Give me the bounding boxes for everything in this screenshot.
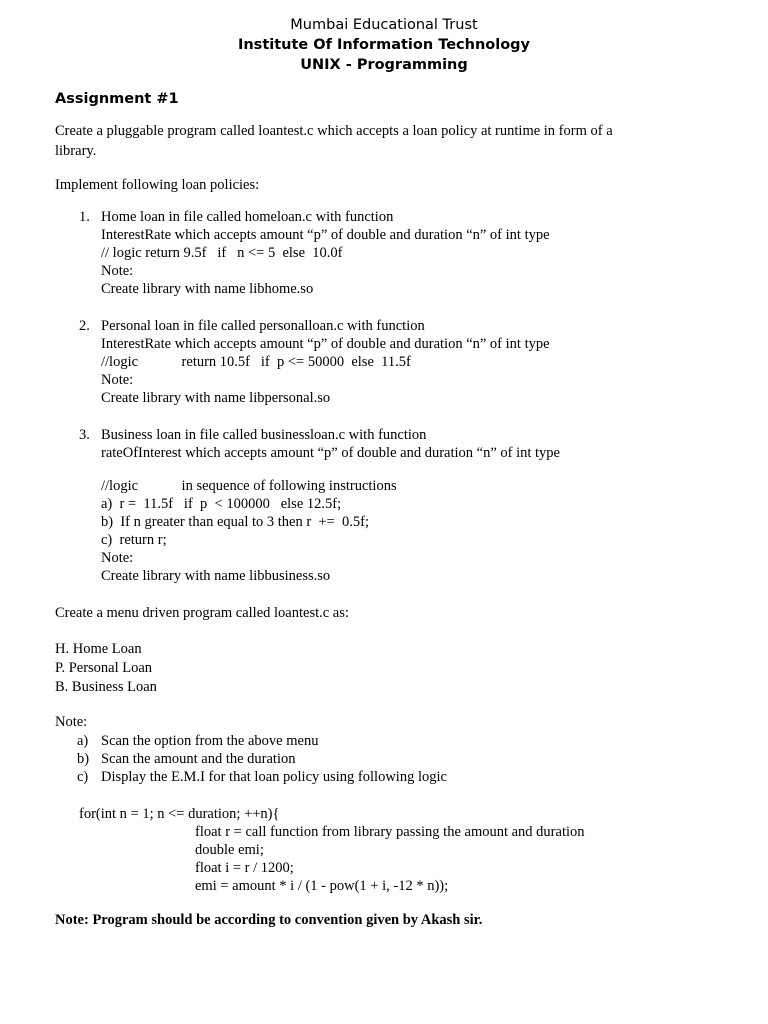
code-line: float r = call function from library passing the amount and duration [195, 824, 585, 840]
policy-line: //logic in sequence of following instructions [101, 478, 397, 494]
code-line: float i = r / 1200; [195, 860, 294, 876]
policy-number: 2. [79, 318, 90, 334]
policy-line: InterestRate which accepts amount “p” of double and duration “n” of int type [101, 227, 550, 243]
policy-line: Note: [101, 550, 134, 566]
policy-line: Create library with name libhome.so [101, 281, 314, 297]
code-line: emi = amount * i / (1 - pow(1 + i, -12 * n)); [195, 878, 449, 894]
policy-line: Business loan in file called businessloan.c with function [101, 427, 427, 443]
note-item: Display the E.M.I for that loan policy using following logic [101, 769, 447, 785]
menu-item-business: B. Business Loan [55, 679, 157, 695]
policy-line: a) r = 11.5f if p < 100000 else 12.5f; [101, 496, 342, 512]
policy-line: rateOfInterest which accepts amount “p” of double and duration “n” of int type [101, 445, 560, 461]
header-trust-name: Mumbai Educational Trust [290, 17, 478, 33]
note-marker: b) [77, 751, 90, 767]
policy-line: Note: [101, 263, 134, 279]
header-course-name: UNIX - Programming [300, 57, 468, 73]
policy-line: Create library with name libbusiness.so [101, 568, 331, 584]
policy-line: // logic return 9.5f if n <= 5 else 10.0f [101, 245, 343, 261]
code-line: double emi; [195, 842, 264, 858]
policy-line: c) return r; [101, 532, 167, 548]
menu-item-personal: P. Personal Loan [55, 660, 153, 676]
header-institute-name: Institute Of Information Technology [237, 37, 531, 53]
menu-item-home: H. Home Loan [55, 641, 142, 657]
policy-number: 3. [79, 427, 90, 443]
note-item: Scan the amount and the duration [101, 751, 296, 767]
intro-line-1: Create a pluggable program called loantest.c which accepts a loan policy at runtime in form of a [55, 123, 613, 139]
policy-line: b) If n greater than equal to 3 then r += 0.5f; [101, 514, 370, 530]
policy-line: Personal loan in file called personalloan.c with function [101, 318, 425, 334]
code-line: for(int n = 1; n <= duration; ++n){ [79, 806, 280, 822]
intro-line-2: library. [55, 143, 97, 159]
menu-heading: Create a menu driven program called loantest.c as: [55, 605, 349, 621]
policy-line: Home loan in file called homeloan.c with function [101, 209, 394, 225]
final-note: Note: Program should be according to convention given by Akash sir. [55, 912, 483, 928]
policy-line: //logic return 10.5f if p <= 50000 else 11.5f [101, 354, 411, 370]
note-item: Scan the option from the above menu [101, 733, 319, 749]
policy-line: Create library with name libpersonal.so [101, 390, 331, 406]
policy-line: Note: [101, 372, 134, 388]
note-marker: c) [77, 769, 89, 785]
assignment-title: Assignment #1 [55, 91, 179, 107]
policy-number: 1. [79, 209, 90, 225]
policy-line: InterestRate which accepts amount “p” of double and duration “n” of int type [101, 336, 550, 352]
note-heading: Note: [55, 714, 88, 730]
note-marker: a) [77, 733, 89, 749]
implement-heading: Implement following loan policies: [55, 177, 260, 193]
